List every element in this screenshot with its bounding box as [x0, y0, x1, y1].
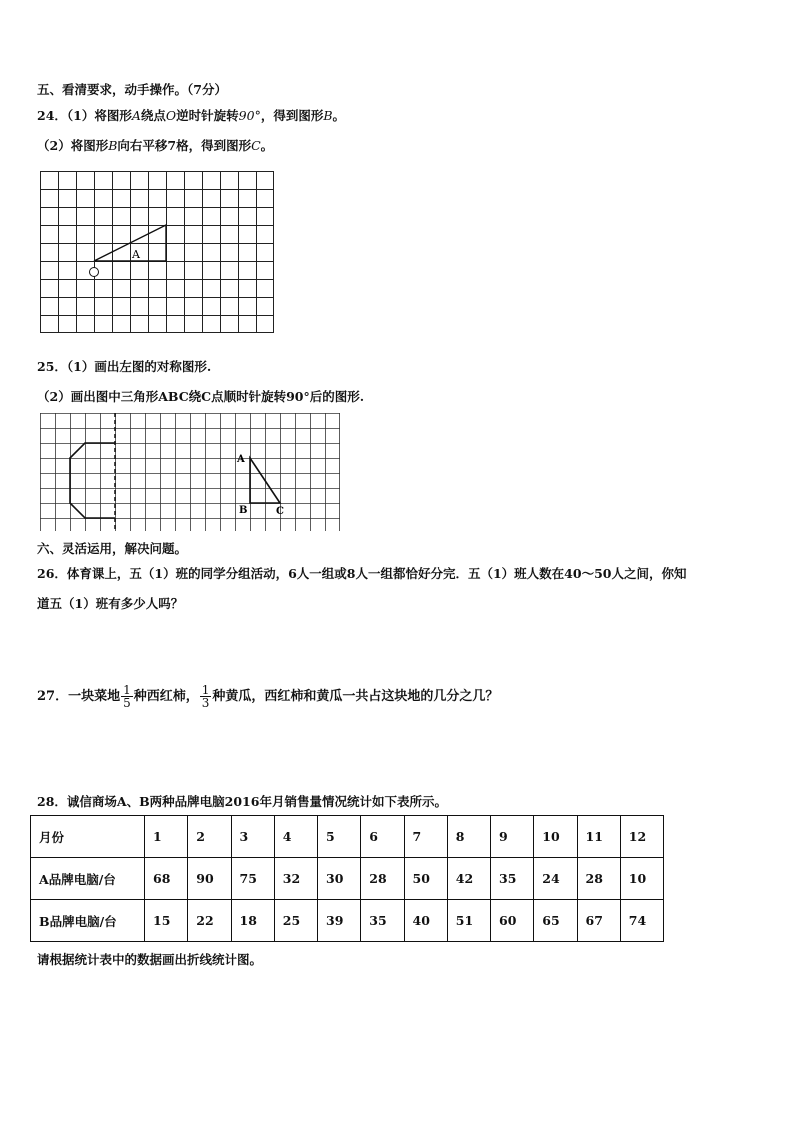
table-cell: 68 — [145, 858, 188, 900]
table-cell: 65 — [534, 900, 577, 942]
q26-line2: 道五（1）班有多少人吗？ — [37, 596, 184, 611]
table-cell: 28 — [361, 858, 404, 900]
table-cell: 10 — [620, 858, 663, 900]
grid-lines — [40, 413, 340, 531]
table-cell: 24 — [534, 858, 577, 900]
table-cell: 8 — [447, 816, 490, 858]
table-cell: 15 — [145, 900, 188, 942]
q28-task: 请根据统计表中的数据画出折线统计图。 — [37, 952, 263, 967]
table-cell: 2 — [188, 816, 231, 858]
half-figure-shape — [70, 443, 115, 518]
table-cell: 18 — [231, 900, 274, 942]
vertex-a-label: A — [237, 454, 245, 465]
table-cell: 3 — [231, 816, 274, 858]
triangle-abc — [250, 458, 280, 503]
table-cell: 42 — [447, 858, 490, 900]
q24-grid — [40, 171, 276, 335]
figure-a-label: A — [132, 248, 140, 261]
table-cell: 32 — [274, 858, 317, 900]
section5-heading: 五、看清要求，动手操作。（7分） — [37, 82, 227, 97]
table-cell: 35 — [491, 858, 534, 900]
table-cell: 50 — [404, 858, 447, 900]
table-cell: 22 — [188, 900, 231, 942]
table-row — [31, 858, 664, 900]
table-cell: 75 — [231, 858, 274, 900]
table-cell: 1 — [145, 816, 188, 858]
table-cell: 67 — [577, 900, 620, 942]
point-o-marker — [90, 268, 99, 277]
q25-grid — [40, 413, 342, 531]
q24-part2: （2）将图形B向右平移7格，得到图形C。 — [37, 138, 274, 153]
grid-lines — [40, 171, 274, 333]
table-cell: 4 — [274, 816, 317, 858]
table-cell: 90 — [188, 858, 231, 900]
table-cell: 35 — [361, 900, 404, 942]
vertex-c-label: C — [276, 506, 284, 517]
table-row — [31, 816, 664, 858]
q26-line1: 26．体育课上，五（1）班的同学分组活动，6人一组或8人一组都恰好分完．五（1）班人数在40～50人之间，你知 — [37, 566, 687, 581]
table-cell: 月份 — [31, 816, 145, 858]
table-cell: 10 — [534, 816, 577, 858]
q25-part2: （2）画出图中三角形ABC绕C点顺时针旋转90°后的图形. — [37, 389, 365, 404]
table-cell: 40 — [404, 900, 447, 942]
table-cell: 7 — [404, 816, 447, 858]
sales-table — [30, 815, 664, 942]
table-cell: 12 — [620, 816, 663, 858]
table-cell: 5 — [318, 816, 361, 858]
table-cell: 51 — [447, 900, 490, 942]
fraction-one-third: $\frac{1}{3}$ — [201, 683, 210, 710]
q24-part1: 24．（1）将图形A绕点O逆时针旋转90°，得到图形B。 — [37, 108, 346, 123]
vertex-b-label: B — [239, 505, 248, 516]
table-cell: 39 — [318, 900, 361, 942]
table-cell: 28 — [577, 858, 620, 900]
table-cell: 60 — [491, 900, 534, 942]
table-row — [31, 900, 664, 942]
q27: 27．一块菜地 $\frac{1}{5}$ 种西红柿， $\frac{1}{3}$ 种黄瓜，西红柿和黄瓜一共占这块地的几分之几？ — [37, 683, 499, 710]
table-cell: 30 — [318, 858, 361, 900]
table-cell: 74 — [620, 900, 663, 942]
table-cell: 11 — [577, 816, 620, 858]
table-cell: B品牌电脑/台 — [31, 900, 145, 942]
table-cell: A品牌电脑/台 — [31, 858, 145, 900]
table-cell: 6 — [361, 816, 404, 858]
fraction-one-fifth: $\frac{1}{5}$ — [123, 683, 131, 710]
table-cell: 9 — [491, 816, 534, 858]
table-cell: 25 — [274, 900, 317, 942]
section6-heading: 六、灵活运用，解决问题。 — [37, 541, 188, 556]
q25-part1: 25．（1）画出左图的对称图形. — [37, 359, 212, 374]
q28-intro: 28．诚信商场A、B两种品牌电脑2016年月销售量情况统计如下表所示。 — [37, 794, 447, 809]
